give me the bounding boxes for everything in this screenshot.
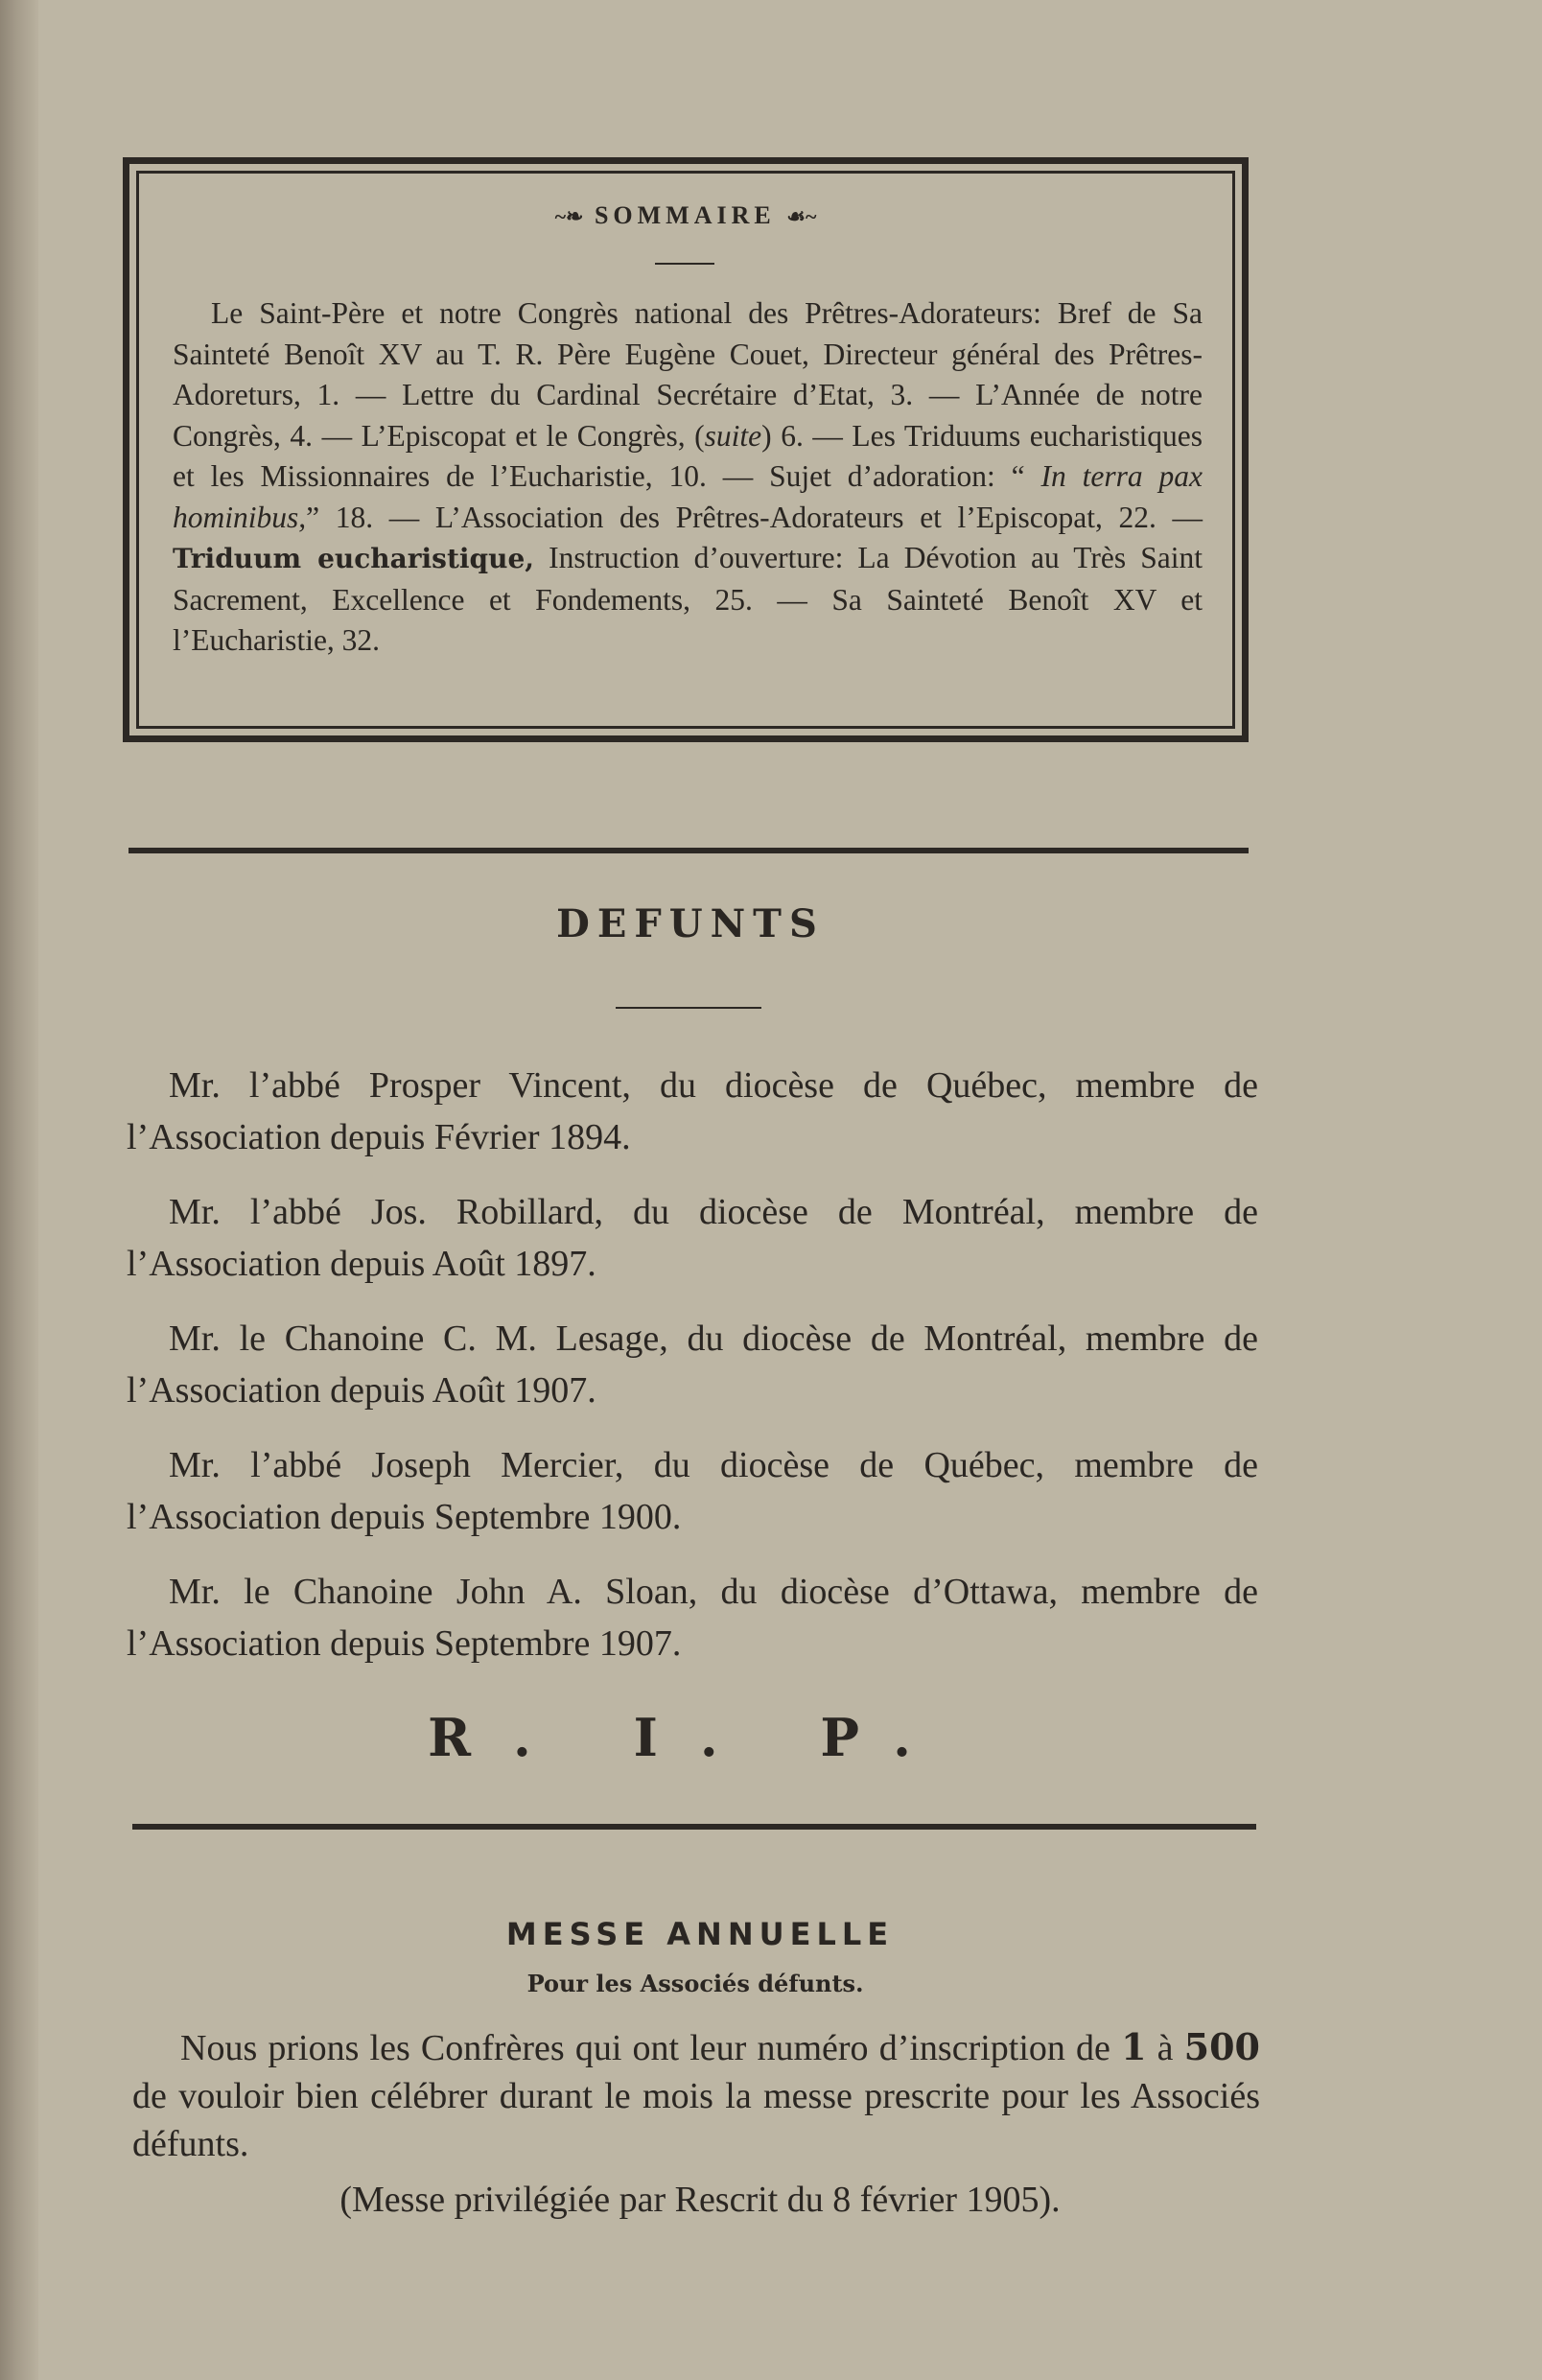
sommaire-text-1: Le Saint-Père et notre Congrès national des Prêtres-Adorateurs: Bref de Sa Sainteté Benoît XV au T. R. Père Eugène Couet, Directeur général des Prêtres-Adoreturs, 1. — Lettre du Cardinal Secrétaire d’Etat, 3. — L’Année de notre Congrès, 4. — L’Episcopat et le Congrès, ( xyxy=(173,296,1203,453)
messe-paragraph xyxy=(132,2023,1260,2168)
sommaire-text-2: ) 6. — Les Triduums eucharistiques et les Missionnaires de l’Eucharistie, 10. — Sujet d’adoration: “ xyxy=(173,418,1203,493)
sommaire-box xyxy=(123,157,1249,742)
messe-text-2: à xyxy=(1146,2028,1184,2068)
sommaire-title-text: SOMMAIRE xyxy=(594,201,776,229)
sommaire-title xyxy=(123,201,1249,230)
defunts-divider xyxy=(616,1007,761,1009)
sommaire-text-3: ” 18. — L’Association des Prêtres-Adorateurs et l’Episcopat, 22. — xyxy=(306,500,1203,534)
messe-number-start: 1 xyxy=(1121,2025,1147,2068)
frame-ornament-bottom xyxy=(180,733,1191,735)
section-divider-bottom xyxy=(132,1824,1256,1830)
fleuron-right-icon: ☙~ xyxy=(786,204,817,228)
frame-ornament-top xyxy=(180,165,1191,167)
sommaire-text-4: Instruction d’ouverture: La Dévotion au Très Saint Sacrement, Excellence et Fondements, 25. — Sa Sainteté Benoît XV et l’Eucharistie, 32. xyxy=(173,541,1203,657)
defunts-heading: DEFUNTS xyxy=(556,901,825,946)
defunts-list xyxy=(127,1060,1258,1692)
messe-text-1: Nous prions les Confrères qui ont leur numéro d’inscription de xyxy=(180,2028,1122,2068)
messe-subtitle: Pour les Associés défunts. xyxy=(526,1970,864,1997)
sommaire-divider xyxy=(655,263,714,265)
messe-note: (Messe privilégiée par Rescrit du 8 février 1905). xyxy=(339,2180,1061,2220)
list-item: Mr. l’abbé Joseph Mercier, du diocèse de Québec, membre de l’Association depuis Septembre 1900. xyxy=(127,1445,1258,1537)
rip-text: R. I. P. xyxy=(428,1707,953,1768)
sommaire-bold-triduum: Triduum eucharistique, xyxy=(173,543,535,574)
list-item: Mr. le Chanoine C. M. Lesage, du diocèse de Montréal, membre de l’Association depuis Août 1907. xyxy=(127,1318,1258,1411)
sommaire-contents xyxy=(173,293,1203,662)
messe-number-end: 500 xyxy=(1183,2025,1260,2068)
messe-text-3: de vouloir bien célébrer durant le mois la messe prescrite pour les Associés défunts. xyxy=(132,2076,1260,2164)
list-item: Mr. l’abbé Jos. Robillard, du diocèse de Montréal, membre de l’Association depuis Août 1897. xyxy=(127,1192,1258,1284)
fleuron-left-icon: ~❧ xyxy=(554,204,584,228)
list-item: Mr. l’abbé Prosper Vincent, du diocèse de Québec, membre de l’Association depuis Février 1894. xyxy=(127,1065,1258,1157)
messe-heading: MESSE ANNUELLE xyxy=(505,1916,895,1952)
list-item: Mr. le Chanoine John A. Sloan, du diocèse d’Ottawa, membre de l’Association depuis Septembre 1907. xyxy=(127,1572,1258,1664)
sommaire-italic-suite: suite xyxy=(704,418,762,453)
sommaire-italic-latin: In terra pax hominibus, xyxy=(173,459,1203,534)
section-divider-top xyxy=(128,848,1249,853)
